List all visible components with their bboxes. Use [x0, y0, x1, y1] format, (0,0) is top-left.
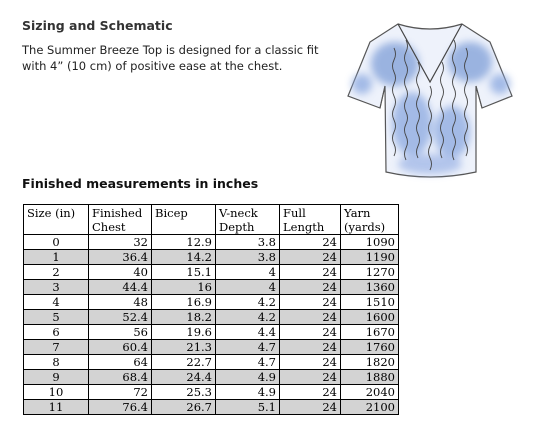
cell-yarn: 1670 — [341, 325, 399, 340]
cell-length: 24 — [280, 280, 341, 295]
cell-bicep: 16 — [152, 280, 216, 295]
cell-size: 3 — [24, 280, 89, 295]
cell-bicep: 18.2 — [152, 310, 216, 325]
garment-illustration — [340, 4, 520, 194]
cell-vneck: 4 — [216, 265, 280, 280]
col-header-yarn: Yarn (yards) — [341, 205, 399, 235]
cell-vneck: 4.2 — [216, 295, 280, 310]
cell-yarn: 1760 — [341, 340, 399, 355]
cell-bicep: 16.9 — [152, 295, 216, 310]
table-row — [24, 370, 399, 385]
cell-yarn: 1820 — [341, 355, 399, 370]
cell-size: 10 — [24, 385, 89, 400]
cell-vneck: 4.7 — [216, 340, 280, 355]
table-title: Finished measurements in inches — [22, 176, 259, 191]
table-row — [24, 325, 399, 340]
cell-chest: 64 — [89, 355, 152, 370]
cell-length: 24 — [280, 310, 341, 325]
table-row — [24, 235, 399, 250]
cell-size: 9 — [24, 370, 89, 385]
cell-size: 2 — [24, 265, 89, 280]
section-heading: Sizing and Schematic — [22, 18, 173, 33]
cell-yarn: 2100 — [341, 400, 399, 415]
col-header-chest: Finished Chest — [89, 205, 152, 235]
table-row — [24, 355, 399, 370]
cell-length: 24 — [280, 250, 341, 265]
cell-chest: 60.4 — [89, 340, 152, 355]
col-header-bicep: Bicep — [152, 205, 216, 235]
cell-chest: 56 — [89, 325, 152, 340]
cell-length: 24 — [280, 400, 341, 415]
cell-size: 0 — [24, 235, 89, 250]
cell-length: 24 — [280, 235, 341, 250]
cell-yarn: 1190 — [341, 250, 399, 265]
cell-yarn: 1360 — [341, 280, 399, 295]
cell-length: 24 — [280, 355, 341, 370]
cell-yarn: 1600 — [341, 310, 399, 325]
table-header-row — [24, 205, 399, 235]
cell-length: 24 — [280, 385, 341, 400]
cell-bicep: 22.7 — [152, 355, 216, 370]
cell-yarn: 1510 — [341, 295, 399, 310]
cell-chest: 36.4 — [89, 250, 152, 265]
table-row — [24, 280, 399, 295]
col-header-length: Full Length — [280, 205, 341, 235]
cell-bicep: 21.3 — [152, 340, 216, 355]
cell-yarn: 2040 — [341, 385, 399, 400]
cell-length: 24 — [280, 265, 341, 280]
cell-chest: 44.4 — [89, 280, 152, 295]
cell-length: 24 — [280, 340, 341, 355]
col-header-vneck: V-neck Depth — [216, 205, 280, 235]
cell-yarn: 1270 — [341, 265, 399, 280]
table-row — [24, 340, 399, 355]
cell-vneck: 4.9 — [216, 370, 280, 385]
cell-chest: 68.4 — [89, 370, 152, 385]
cell-vneck: 4.7 — [216, 355, 280, 370]
cell-bicep: 12.9 — [152, 235, 216, 250]
cell-vneck: 5.1 — [216, 400, 280, 415]
col-header-size: Size (in) — [24, 205, 89, 235]
table-row — [24, 295, 399, 310]
cell-chest: 32 — [89, 235, 152, 250]
cell-yarn: 1090 — [341, 235, 399, 250]
cell-bicep: 26.7 — [152, 400, 216, 415]
cell-size: 4 — [24, 295, 89, 310]
cell-chest: 48 — [89, 295, 152, 310]
table-row — [24, 400, 399, 415]
cell-vneck: 4.9 — [216, 385, 280, 400]
cell-vneck: 4.2 — [216, 310, 280, 325]
cell-length: 24 — [280, 325, 341, 340]
cell-size: 6 — [24, 325, 89, 340]
cell-bicep: 25.3 — [152, 385, 216, 400]
table-row — [24, 310, 399, 325]
cell-bicep: 19.6 — [152, 325, 216, 340]
cell-length: 24 — [280, 370, 341, 385]
cell-bicep: 15.1 — [152, 265, 216, 280]
table-row — [24, 265, 399, 280]
cell-chest: 72 — [89, 385, 152, 400]
cell-size: 8 — [24, 355, 89, 370]
cell-vneck: 3.8 — [216, 235, 280, 250]
cell-vneck: 4.4 — [216, 325, 280, 340]
cell-chest: 76.4 — [89, 400, 152, 415]
cell-yarn: 1880 — [341, 370, 399, 385]
intro-text: The Summer Breeze Top is designed for a classic fit with 4” (10 cm) of positive ease at the chest. — [22, 43, 319, 73]
cell-size: 1 — [24, 250, 89, 265]
cell-chest: 52.4 — [89, 310, 152, 325]
measurements-table — [23, 204, 399, 415]
cell-size: 11 — [24, 400, 89, 415]
cell-length: 24 — [280, 295, 341, 310]
cell-bicep: 14.2 — [152, 250, 216, 265]
cell-vneck: 4 — [216, 280, 280, 295]
table-row — [24, 250, 399, 265]
table-row — [24, 385, 399, 400]
cell-size: 5 — [24, 310, 89, 325]
cell-chest: 40 — [89, 265, 152, 280]
cell-size: 7 — [24, 340, 89, 355]
cell-bicep: 24.4 — [152, 370, 216, 385]
cell-vneck: 3.8 — [216, 250, 280, 265]
